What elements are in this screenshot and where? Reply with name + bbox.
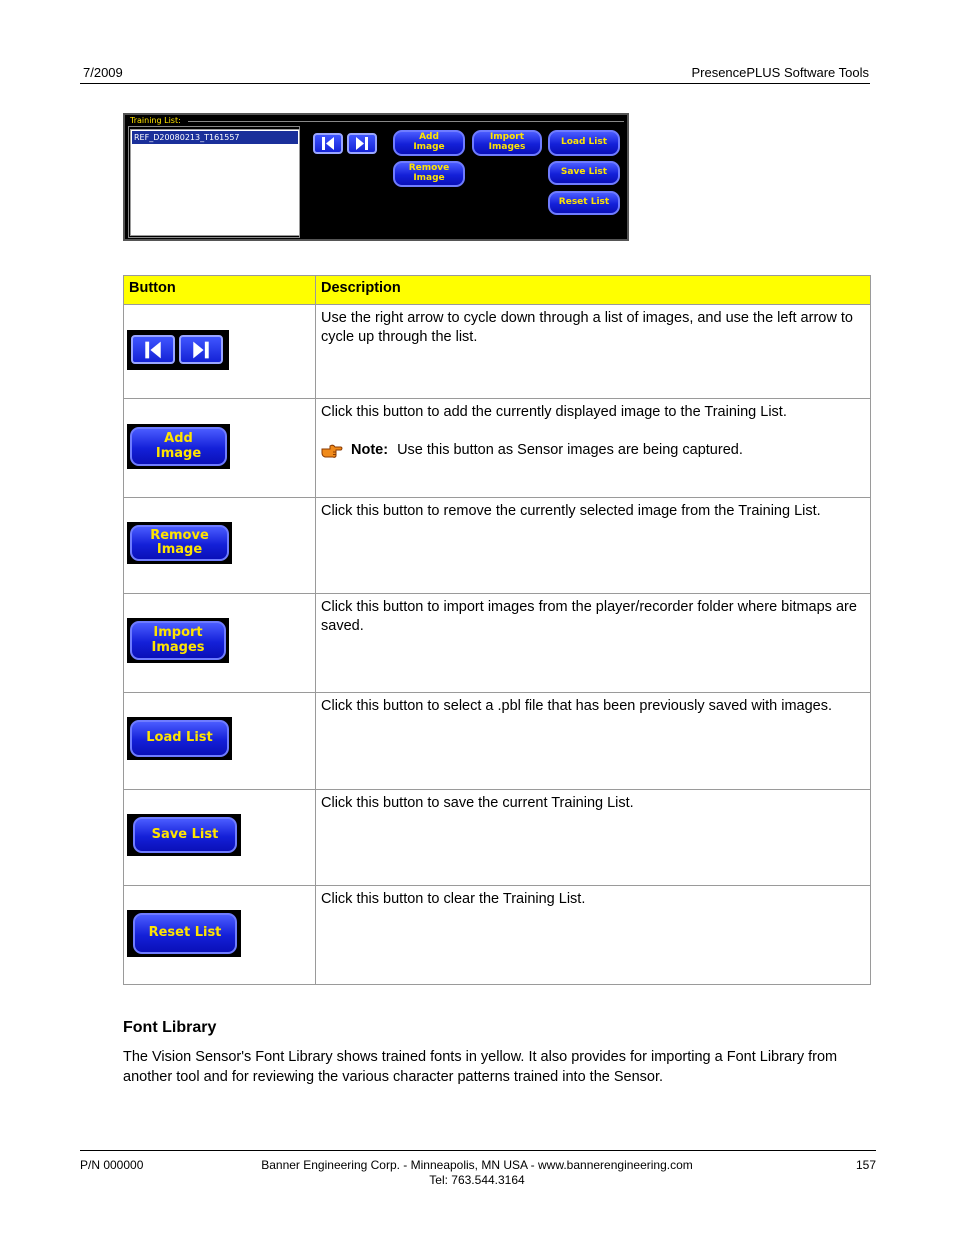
description-cell: Click this button to clear the Training List. [316, 886, 871, 985]
training-list-box[interactable] [130, 129, 300, 236]
save-list-image [127, 814, 241, 856]
training-list-label: Training List: [130, 116, 181, 125]
note-label: Note: [351, 442, 389, 458]
description-cell: Click this button to save the current Training List. [316, 790, 871, 886]
description-cell: Click this button to select a .pbl file that has been previously saved with images. [316, 693, 871, 790]
description-cell: Use the right arrow to cycle down through a list of images, and use the left arrow to cycle up through the list. [316, 305, 871, 399]
button-cell [124, 498, 316, 594]
section-paragraph: The Vision Sensor's Font Library shows trained fonts in yellow. It also provides for importing a Font Library from another tool and for reviewing the various character patterns trained into the Sensor. [123, 1049, 838, 1085]
button-cell [124, 790, 316, 886]
description-cell: Click this button to import images from the player/recorder folder where bitmaps are saved. [316, 594, 871, 693]
remove-image-button[interactable]: Remove Image [393, 161, 465, 187]
arrow-buttons-image [127, 330, 229, 370]
import-images-button[interactable]: Import Images [472, 130, 542, 156]
button-cell [124, 305, 316, 399]
previous-image-button[interactable] [131, 335, 175, 364]
footer-tel: Tel: 763.544.3164 [429, 1173, 525, 1187]
description-cell: Click this button to remove the currently selected image from the Training List. [316, 498, 871, 594]
load-list-button[interactable]: Load List [548, 130, 620, 156]
header-button: Button [124, 276, 316, 305]
skip-back-icon [144, 341, 162, 359]
save-list-button[interactable]: Save List [548, 161, 620, 185]
page-number: 157 [855, 1158, 876, 1172]
load-list-button[interactable]: Load List [130, 720, 229, 757]
footer-company [230, 1158, 724, 1188]
footer-company-line: Banner Engineering Corp. - Minneapolis, MN USA - www.bannerengineering.com [261, 1158, 693, 1172]
table-header-row [124, 276, 871, 305]
save-list-button[interactable]: Save List [133, 817, 237, 853]
header-title: PresencePLUS Software Tools [691, 65, 869, 80]
training-list-label-line [188, 121, 624, 122]
table-row [124, 594, 871, 693]
pointing-hand-icon [321, 443, 343, 459]
button-cell [124, 594, 316, 693]
note-text: Use this button as Sensor images are being captured. [397, 442, 743, 458]
description-cell [316, 399, 871, 498]
section-title: Font Library [123, 1019, 217, 1036]
add-image-button[interactable]: Add Image [130, 427, 227, 466]
list-item[interactable]: REF_D20080213_T161557 [132, 131, 298, 144]
add-image-image [127, 424, 230, 469]
training-list-widget [123, 113, 629, 241]
previous-image-button[interactable] [313, 133, 343, 154]
reset-list-button[interactable]: Reset List [548, 191, 620, 215]
table-row [124, 305, 871, 399]
header-date: 7/2009 [83, 65, 123, 80]
footer-part-number: P/N 000000 [80, 1158, 144, 1172]
button-cell [124, 886, 316, 985]
header-description: Description [316, 276, 871, 305]
import-images-button[interactable]: Import Images [130, 621, 226, 660]
button-description-table [123, 275, 871, 985]
header-rule [80, 83, 870, 84]
remove-image-image [127, 522, 232, 564]
description-text: Click this button to add the currently displayed image to the Training List. [321, 404, 787, 420]
note [321, 441, 865, 460]
footer-rule [80, 1150, 876, 1151]
button-cell [124, 693, 316, 790]
skip-forward-icon [192, 341, 210, 359]
add-image-button[interactable]: Add Image [393, 130, 465, 156]
skip-back-icon [321, 137, 335, 150]
table-row [124, 498, 871, 594]
next-image-button[interactable] [347, 133, 377, 154]
import-images-image [127, 618, 229, 663]
next-image-button[interactable] [179, 335, 223, 364]
table-row [124, 693, 871, 790]
remove-image-button[interactable]: Remove Image [130, 525, 229, 561]
skip-forward-icon [355, 137, 369, 150]
reset-list-button[interactable]: Reset List [133, 913, 237, 954]
table-row [124, 399, 871, 498]
table-row [124, 886, 871, 985]
reset-list-image [127, 910, 241, 957]
button-cell [124, 399, 316, 498]
table-row [124, 790, 871, 886]
load-list-image [127, 717, 232, 760]
